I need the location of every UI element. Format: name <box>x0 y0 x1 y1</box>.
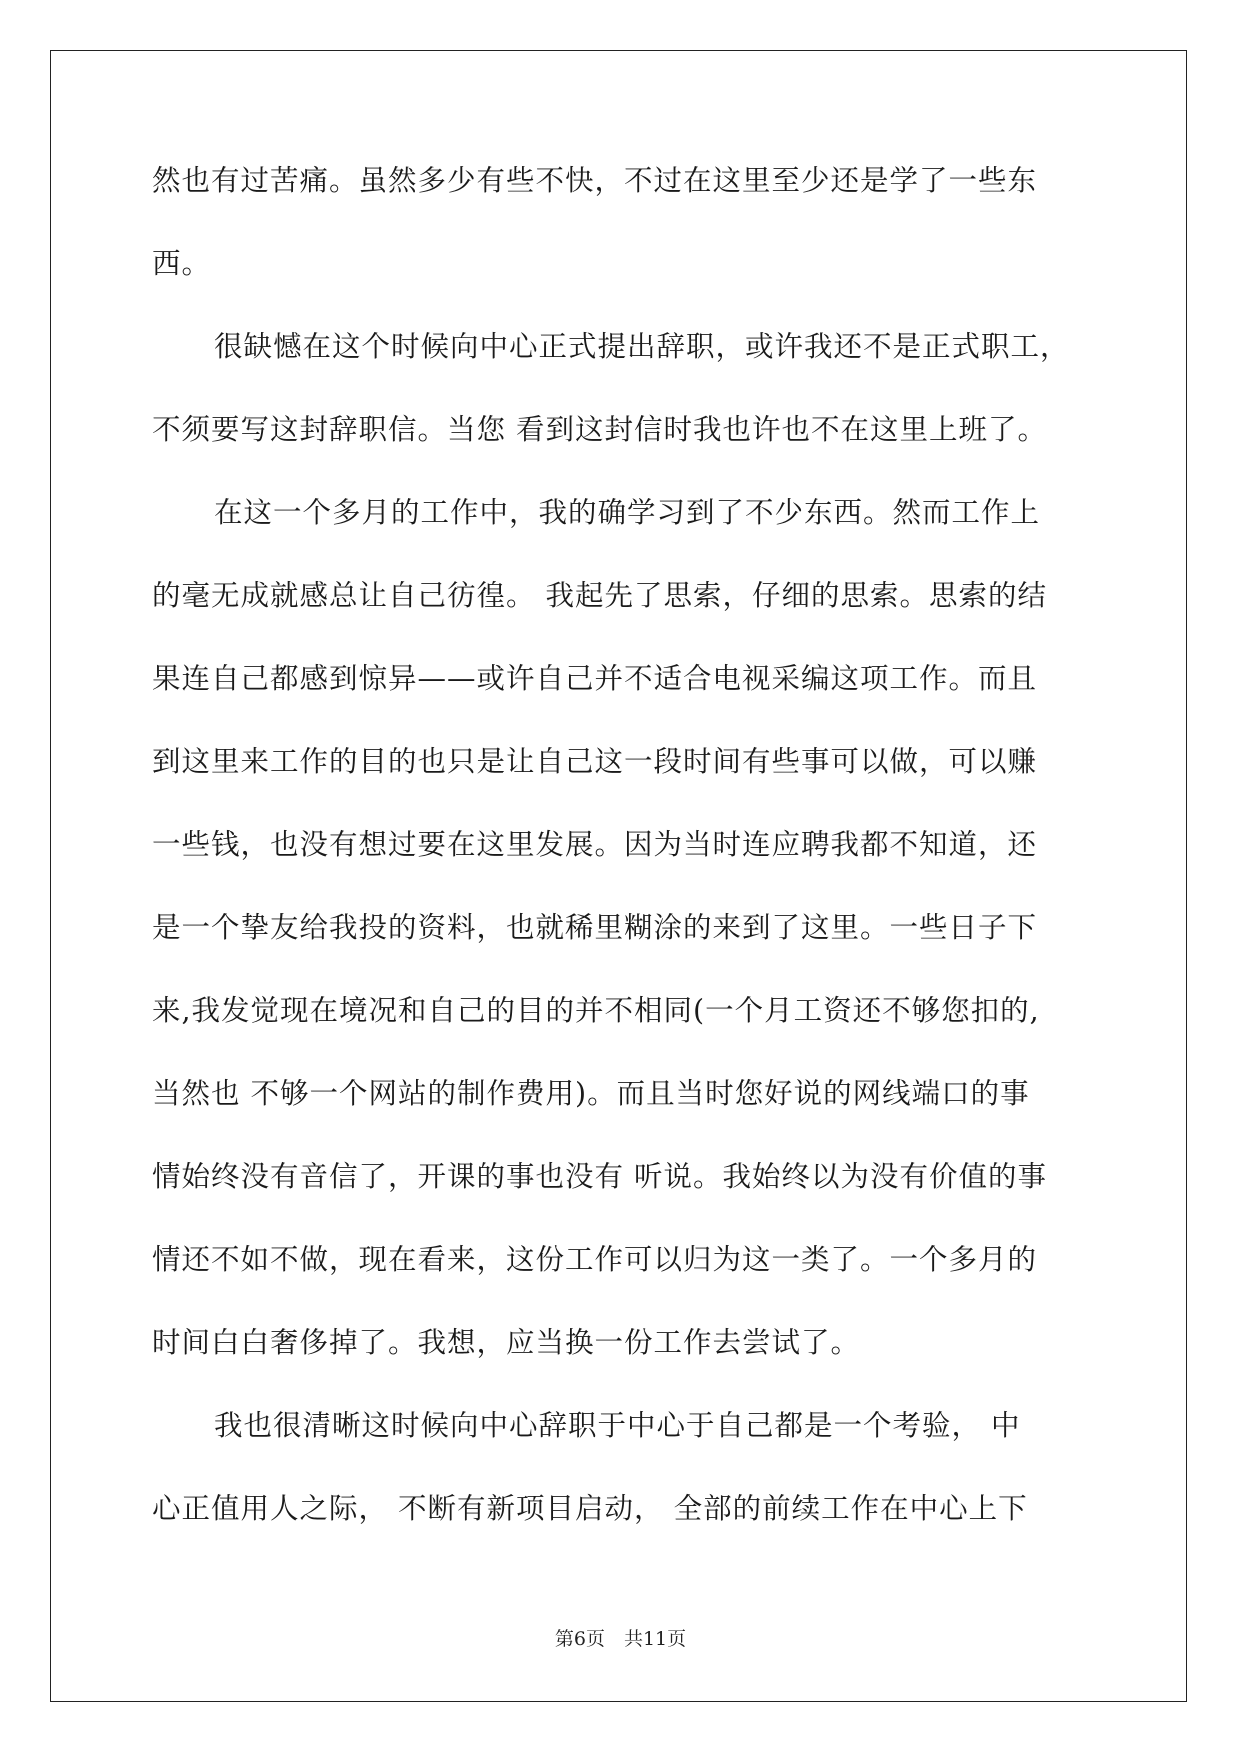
text-line: 我也很清晰这时候向中心辞职于中心于自己都是一个考验， 中 <box>214 1409 1021 1442</box>
text-line: 情还不如不做，现在看来，这份工作可以归为这一类了。一个多月的 <box>152 1243 1038 1276</box>
text-line: 来,我发觉现在境况和自己的目的并不相同(一个月工资还不够您扣的, <box>152 994 1040 1027</box>
text-line: 的毫无成就感总让自己彷徨。 我起先了思索，仔细的思索。思索的结 <box>152 579 1048 612</box>
text-line: 情始终没有音信了，开课的事也没有 听说。我始终以为没有价值的事 <box>152 1160 1048 1193</box>
text-line: 是一个挚友给我投的资料，也就稀里糊涂的来到了这里。一些日子下 <box>152 911 1038 944</box>
text-line: 然也有过苦痛。虽然多少有些不快，不过在这里至少还是学了一些东 <box>152 164 1038 197</box>
text-line: 很缺憾在这个时候向中心正式提出辞职，或许我还不是正式职工， <box>214 330 1070 363</box>
text-line: 西。 <box>152 247 212 280</box>
text-line: 时间白白奢侈掉了。我想，应当换一份工作去尝试了。 <box>152 1326 861 1359</box>
text-line: 心正值用人之际， 不断有新项目启动， 全部的前续工作在中心上下 <box>152 1492 1028 1525</box>
document-body <box>152 160 1092 1571</box>
text-line: 不须要写这封辞职信。当您 看到这封信时我也许也不在这里上班了。 <box>152 413 1048 446</box>
text-line: 一些钱，也没有想过要在这里发展。因为当时连应聘我都不知道，还 <box>152 828 1038 861</box>
text-line: 到这里来工作的目的也只是让自己这一段时间有些事可以做，可以赚 <box>152 745 1038 778</box>
page-number-footer: 第6页 共11页 <box>554 1628 687 1650</box>
text-line: 果连自己都感到惊异——或许自己并不适合电视采编这项工作。而且 <box>152 662 1038 695</box>
text-line: 当然也 不够一个网站的制作费用)。而且当时您好说的网线端口的事 <box>152 1077 1030 1110</box>
text-line: 在这一个多月的工作中，我的确学习到了不少东西。然而工作上 <box>214 496 1041 529</box>
